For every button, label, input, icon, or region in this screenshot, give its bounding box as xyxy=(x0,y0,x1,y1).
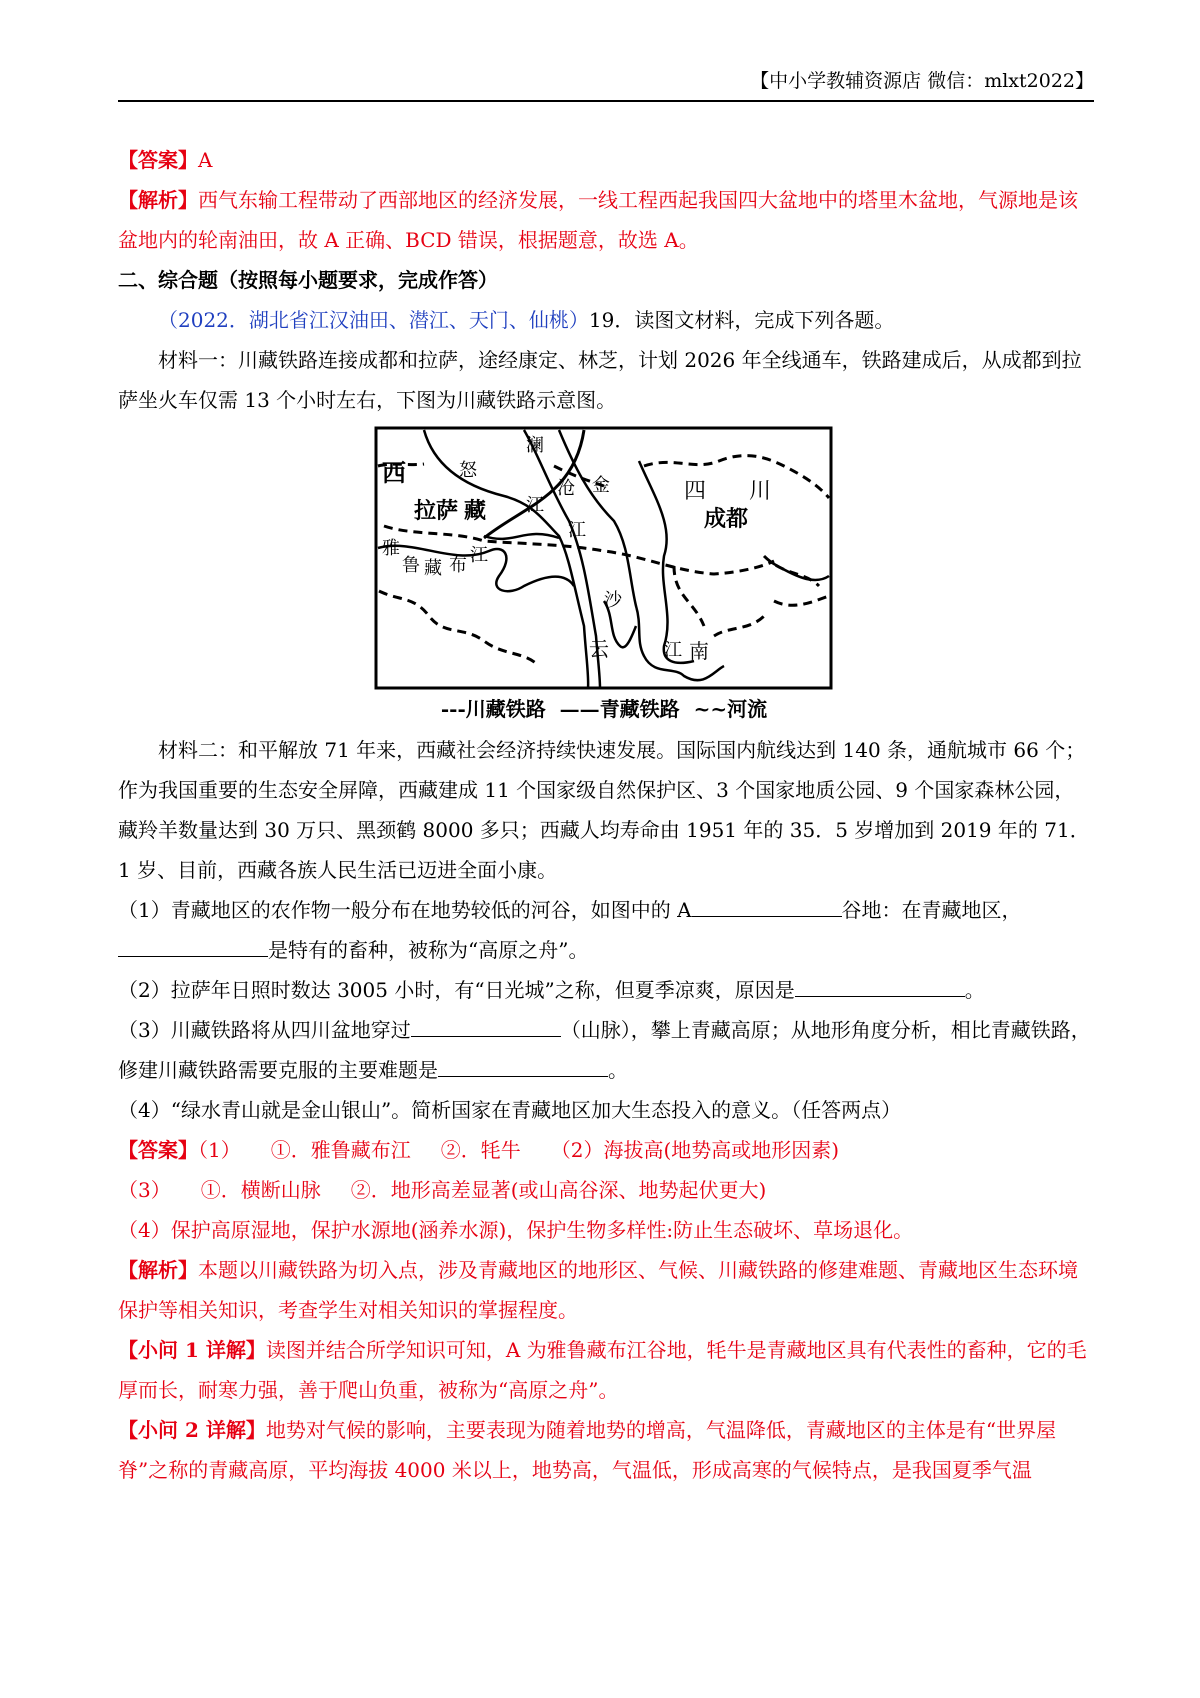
material-two: 材料二：和平解放 71 年来，西藏社会经济持续快速发展。国际国内航线达到 140 条，通航城市 66 个；作为我国重要的生态安全屏障，西藏建成 11 个国家级自然保护区、3 个国家地质公园、9 个国家森林公园，藏羚羊数量达到 30 万只、黑颈鹤 8000 多只；西藏人均寿命由 1951 年的 35．5 岁增加到 2019 年的 71．1 岁、目前，西藏各族人民生活已迈进全面小康。 xyxy=(118,738,1090,882)
answer-3: （3） xyxy=(118,1178,171,1202)
legend-chuanzang: 川藏铁路 xyxy=(465,697,546,721)
map-legend xyxy=(374,694,834,724)
label-jiang1: 江 xyxy=(470,545,488,566)
prev-analysis-label: 【解析】 xyxy=(118,188,198,212)
question-intro xyxy=(118,300,1094,340)
detail-2-label: 【小问 2 详解】 xyxy=(118,1418,266,1442)
railway-map-figure xyxy=(374,426,834,692)
label-ya: 雅 xyxy=(382,538,400,559)
label-xi: 西 xyxy=(382,458,406,487)
label-sha: 沙 xyxy=(604,590,622,611)
detail-2-text: 地势对气候的影响，主要表现为随着地势的增高，气温降低，青藏地区的主体是有“世界屋脊”之称的青藏高原，平均海拔 4000 米以上，地势高，气温低，形成高寒的气候特点，是我国夏季气温 xyxy=(118,1418,1057,1482)
legend-qingzang: 青藏铁路 xyxy=(599,697,680,721)
question-3 xyxy=(118,1010,1094,1090)
analysis-text: 本题以川藏铁路为切入点，涉及青藏地区的地形区、气候、川藏铁路的修建难题、青藏地区生态环境保护等相关知识，考查学生对相关知识的掌握程度。 xyxy=(118,1258,1078,1322)
label-lu: 鲁 xyxy=(402,555,420,576)
q1-blank-b[interactable] xyxy=(118,938,268,957)
q3-part-a: （3）川藏铁路将从四川盆地穿过 xyxy=(118,1018,411,1042)
legend-river: 河流 xyxy=(727,697,768,721)
q1-blank-a[interactable] xyxy=(692,898,842,917)
detail-1-label: 【小问 1 详解】 xyxy=(118,1338,266,1362)
answer-label: 【答案】 xyxy=(118,1138,198,1162)
label-cang: 沧 xyxy=(557,478,575,499)
label-bu: 布 xyxy=(449,555,467,576)
label-chuan: 川 xyxy=(749,479,772,504)
q3-part-c: 。 xyxy=(608,1058,628,1082)
detail-1 xyxy=(118,1330,1094,1410)
q3-blank-b[interactable] xyxy=(438,1058,608,1077)
label-zang2: 藏 xyxy=(424,558,442,579)
label-si: 四 xyxy=(684,479,707,504)
material-one: 材料一：川藏铁路连接成都和拉萨，途经康定、林芝，计划 2026 年全线通车，铁路建成后，从成都到拉萨坐火车仅需 13 个小时左右，下图为川藏铁路示意图。 xyxy=(118,348,1082,412)
question-4: （4）“绿水青山就是金山银山”。简析国家在青藏地区加大生态投入的意义。（任答两点） xyxy=(118,1098,902,1122)
legend-river-symbol: ~~ xyxy=(686,697,728,721)
answer-1-2: ②．牦牛 xyxy=(440,1138,521,1162)
label-lan: 澜 xyxy=(526,435,544,456)
q3-part-b: （山脉），攀上青藏高原；从地形角度分析，相比青藏铁路，修建川藏铁路需要克服的主要难题是 xyxy=(118,1018,1091,1082)
railway-map xyxy=(374,426,834,724)
q1-part-c: 是特有的畜种，被称为“高原之舟”。 xyxy=(268,938,589,962)
answer-line-3: （4）保护高原湿地，保护水源地(涵养水源)，保护生物多样性:防止生态破坏、草场退化。 xyxy=(118,1218,914,1242)
q1-part-a: （1）青藏地区的农作物一般分布在地势较低的河谷，如图中的 A xyxy=(118,898,692,922)
label-yun: 云 xyxy=(589,637,609,661)
label-chengdu: 成都 xyxy=(704,506,749,532)
page-header-source: 【中小学教辅资源店 微信：mlxt2022】 xyxy=(750,70,1094,92)
answer-2: （2）海拔高(地势高或地形因素) xyxy=(550,1138,840,1162)
legend-solid-symbol: —— xyxy=(552,697,600,721)
question-1 xyxy=(118,890,1094,970)
answer-1: （1） xyxy=(198,1138,241,1162)
prev-analysis xyxy=(118,180,1094,260)
label-jiang3: 江 xyxy=(664,640,682,661)
q2-blank[interactable] xyxy=(795,978,965,997)
prev-analysis-text: 西气东输工程带动了西部地区的经济发展，一线工程西起我国四大盆地中的塔里木盆地，气源地是该盆地内的轮南油田，故 A 正确、BCD 错误，根据题意，故选 A。 xyxy=(118,188,1078,252)
header-rule xyxy=(118,100,1094,102)
answer-1-1: ①．雅鲁藏布江 xyxy=(270,1138,411,1162)
prev-answer-value: A xyxy=(198,148,213,172)
label-nu: 怒 xyxy=(459,460,477,481)
analysis-label: 【解析】 xyxy=(118,1258,198,1282)
label-nujiang: 江 xyxy=(526,495,544,516)
answer-3-2: ②．地形高差显著(或山高谷深、地势起伏更大) xyxy=(350,1178,767,1202)
label-nan: 南 xyxy=(689,639,709,663)
answer-line-2 xyxy=(118,1170,1094,1210)
question-source: （2022．湖北省江汉油田、潜江、天门、仙桃） xyxy=(158,308,589,332)
section-title: 二、综合题（按照每小题要求，完成作答） xyxy=(118,268,498,292)
answer-line-1 xyxy=(118,1130,1094,1170)
prev-answer-label: 【答案】 xyxy=(118,148,198,172)
label-jin: 金 xyxy=(592,475,610,496)
question-intro-text: 19．读图文材料，完成下列各题。 xyxy=(588,308,895,332)
label-jiang2: 江 xyxy=(568,520,586,541)
label-zang: 藏 xyxy=(464,498,487,524)
label-lasa: 拉萨 xyxy=(414,498,459,524)
question-2 xyxy=(118,970,1094,1010)
answer-3-1: ①．横断山脉 xyxy=(200,1178,321,1202)
detail-1-text: 读图并结合所学知识可知，A 为雅鲁藏布江谷地，牦牛是青藏地区具有代表性的畜种，它的毛厚而长，耐寒力强，善于爬山负重，被称为“高原之舟”。 xyxy=(118,1338,1087,1402)
analysis xyxy=(118,1250,1094,1330)
q2-part-b: 。 xyxy=(964,978,985,1002)
prev-answer xyxy=(118,140,1094,180)
q1-part-b: 谷地：在青藏地区， xyxy=(841,898,1022,922)
q3-blank-a[interactable] xyxy=(411,1018,561,1037)
detail-2 xyxy=(118,1410,1094,1490)
legend-dash-symbol: --- xyxy=(440,697,466,721)
document-body xyxy=(118,140,1094,1490)
q2-part-a: （2）拉萨年日照时数达 3005 小时，有“日光城”之称，但夏季凉爽，原因是 xyxy=(118,978,795,1002)
